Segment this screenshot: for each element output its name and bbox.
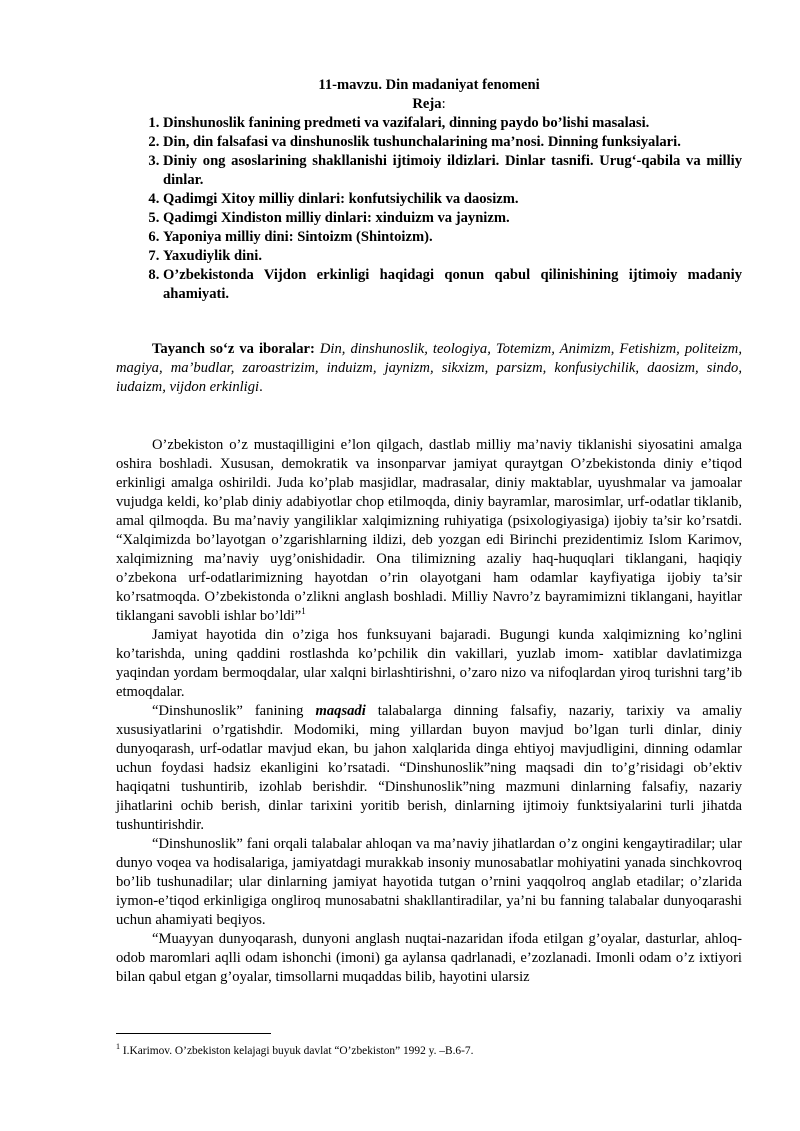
paragraph-3-start: “Dinshunoslik” fanining [152,703,316,719]
footnote-separator [116,1033,271,1034]
paragraph-2: Jamiyat hayotida din o’ziga hos funksuyani bajaradi. Bugungi kunda xalqimizning ko’nglini ko’tarishda, uning qaddini rostlashda ko’pchilik din vakillari, yuzlab imom- xatiblar davlatimizga yaqindan yordam bermoqdalar, ular xalqni birlashtirishni, o’zaro nizo va nifoqlardan yiroq turishni targ’ib etmoqdalar. [116,627,742,700]
plan-item: 2. Din, din falsafasi va dinshunoslik tushunchalarining ma’nosi. Dinning funksiyalari. [163,133,742,152]
plan-item: 7. Yaxudiylik dini. [163,247,742,266]
paragraph-5: “Muayyan dunyoqarash, dunyoni anglash nuqtai-nazaridan ifoda etilgan g’oyalar, dasturlar, ahloq-odob maromlari aqlli odam ishonchi (imoni) ga aylansa qadrlanadi, e’zozlanadi. Imonli odam o’z ixtiyori bilan qabul etgan g’oyalar, timsollarni muqaddas bilib, hayotini ularsiz [116,931,742,985]
keywords-label: Tayanch so‘z va iboralar: [152,341,315,357]
emphasis-maqsadi: maqsadi [315,703,366,719]
paragraph-1-text: O’zbekiston o’z mustaqilligini e’lon qilgach, dastlab milliy ma’naviy tiklanishi siyosatini amalga oshira boshladi. Xususan, demokratik va insonparvar jamiyat quraytgan O’zbekistonda diniy e’tiqod erkinligi amalga oshirildi. Juda ko’plab masjidlar, madrasalar, diniy maktablar, uyushmalar va jamoalar vujudga keldi, ko’plab diniy adabiyotlar chop etilmoqda, diniy bayramlar, marosimlar, urf-odatlar tiklanib, amal qilmoqda. Bu ma’naviy yangiliklar xalqimizning ruhiyatiga (psixologiyasiga) ijobiy ta’sir ko’rsatdi. “Xalqimizda bo’layotgan o’zgarishlarning ildizi, deb yozgan edi Birinchi prezidentimiz Islom Karimov, xalqimizning ma’naviy uyg’onishidadir. Ona tilimizning azaliy haq-huquqlari tiklangani, haqiqiy o’zbekona urf-odatlarimizning hayotdan o’rin olayotgani ham odamlar kayfiyatiga ijobiy ta’sir ko’rsatmoqda. O’zbekistonda o’zlikni anglash boshladi. Milliy Navro’z bayramimizni tiklangani, hayitlar tiklangani savobli ishlar bo’ldi” [116,437,742,624]
plan-item: 4. Qadimgi Xitoy milliy dinlari: konfutsiychilik va daosizm. [163,190,742,209]
document-page [116,76,742,987]
plan-item: 8. O’zbekistonda Vijdon erkinligi haqidagi qonun qabul qilinishining ijtimoiy madaniy ahamiyati. [163,266,742,304]
plan-item: 5. Qadimgi Xindiston milliy dinlari: xinduizm va jaynizm. [163,209,742,228]
plan-heading-colon: : [441,96,446,112]
plan-heading [116,95,742,114]
footnote-number: 1 [116,1042,120,1051]
paragraph-1 [116,436,742,626]
keywords-list: Din, dinshunoslik, teologiya, Totemizm, Animizm, Fetishizm, politeizm, magiya, ma’budlar, zaroastrizim, induizm, jaynizm, sikxizm, parsizm, konfusiychilik, daosizm, sindo, iudaizm, vijdon erkinligi [116,341,742,395]
footnote-text: I.Karimov. O’zbekiston kelajagi buyuk davlat “O’zbekiston” 1992 y. –B.6-7. [120,1044,474,1057]
plan-item: 3. Diniy ong asoslarining shakllanishi ijtimoiy ildizlari. Dinlar tasnifi. Urug‘-qabila va milliy dinlar. [163,152,742,190]
keywords-paragraph [116,340,742,397]
body-text [116,436,742,987]
keywords-end: . [259,379,263,395]
paragraph-3-rest: talabalarga dinning falsafiy, nazariy, tarixiy va amaliy xususiyatlarini o’rgatishdir. Modomiki, ming yillardan buyon mavjud bo’lgan turli dinlar, diniy dunyoqarash, urf-odatlar mavjud ekan, bu jahon xalqlarida dinga ehtiyoj mavjudligini, dinning odamlar uchun foydasi hadsiz ekanligini ko’rsatadi. “Dinshunoslik”ning maqsadi din to’g’risidagi ob’ektiv haqiqatni tushuntirib, izohlab berishdir. “Dinshunoslik”ning mazmuni dinlarning falsafiy, nazariy jihatlarini ochib berish, dinlar tarixini yoritib berish, dinlarning ijtimoiy funktsiyalarini turli jihatda tushuntirishdir. [116,703,742,833]
plan-item: 1. Dinshunoslik fanining predmeti va vazifalari, dinning paydo bo’lishi masalasi. [163,114,742,133]
paragraph-4: “Dinshunoslik” fani orqali talabalar ahloqan va ma’naviy jihatlardan o’z ongini kengaytiradilar; ular dunyo voqea va hodisalariga, jamiyatdagi murakkab insoniy munosabatlar mohiyatini yanada sinchkovroq bo’lib tushunadilar; ular dinlarning jamiyat hayotida tutgan o’rnini yaqqolroq anglab etadilar; o’zlarida iymon-e’tiqod erkinligiga ongliroq munosabatni shakllantiradilar, ya’ni bu fanning talabalar dunyoqarashi uchun ahamiyati beqiyos. [116,836,742,928]
paragraph-3 [116,702,742,835]
document-title: 11-mavzu. Din madaniyat fenomeni [318,77,540,93]
footnote [116,1040,473,1058]
footnote-ref: 1 [301,606,306,617]
plan-item: 6. Yaponiya milliy dini: Sintoizm (Shintoizm). [163,228,742,247]
plan-list [116,114,742,304]
plan-heading-label: Reja [412,96,442,112]
